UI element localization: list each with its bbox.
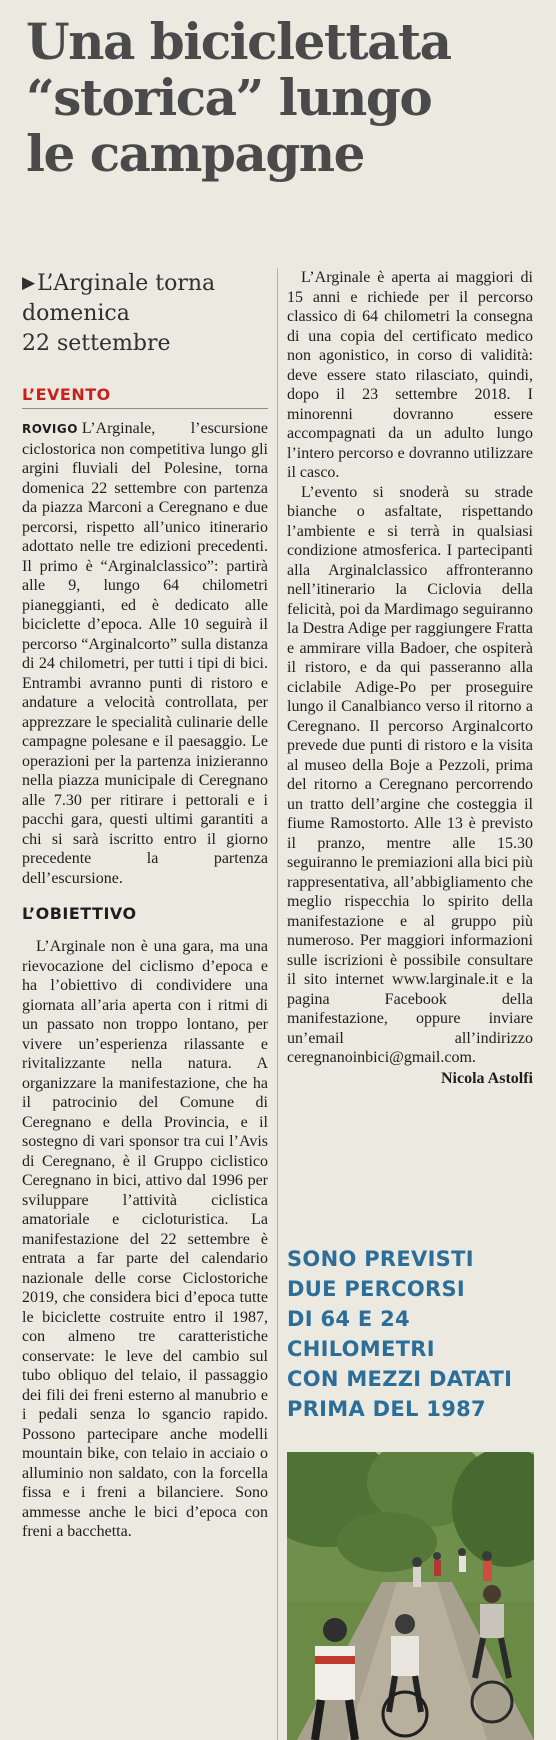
article-body-continued — [287, 268, 533, 1068]
byline: Nicola Astolfi — [441, 1069, 533, 1087]
section-label-evento: L’EVENTO — [22, 385, 268, 409]
cyclists-photo — [287, 1452, 534, 1740]
pullquote — [287, 1244, 537, 1424]
paragraph: L’Arginale, l’escursione ciclostorica non competitiva lungo gli argini fluviali del Polesine, torna domenica 22 settembre con partenza da piazza Marconi a Ceregnano e due percorsi, rispetto all’unico itinerario adottato nelle tre edizioni precedenti. Il primo è “Arginalclassico”: partirà alle 9, lungo 64 chilometri pianeggianti, ed è dedicato alle biciclette d’epoca. Alle 10 seguirà il percorso “Arginalcorto” sulla distanza di 24 chilometri, per tutti i tipi di bici. Entrambi avranno punti di ristoro e andature a velocità controllata, per apprezzare le specialità culinarie delle campagne polesane e il paesaggio. Le operazioni per la partenza inizieranno nella piazza municipale di Ceregnano alle 7.30 per ritirare i pettorali e i pacchi gara, questi ultimi garantiti a chi si sarà iscritto entro il giorno precedente la partenza dell’escursione. — [22, 420, 268, 887]
subhead-line: 22 settembre — [22, 331, 171, 356]
pullquote-line: SONO PREVISTI — [287, 1247, 474, 1271]
subhead-line: domenica — [22, 301, 130, 326]
paragraph: L’Arginale è aperta ai maggiori di 15 anni e richiede per il percorso classico di 64 chilometri la consegna di una copia del certificato medico non agonistico, in corso di validità: deve essere stato rilasciato, quindi, dopo il 23 settembre 2018. I minorenni dovranno essere accompagnati da un adulto lungo l’intero percorso e dovranno utilizzare il casco. — [287, 269, 533, 481]
headline — [26, 14, 546, 182]
subheadline — [22, 268, 268, 359]
subhead-line: L’Arginale torna — [37, 271, 216, 296]
headline-line: “storica” lungo — [26, 68, 432, 127]
pullquote-line: DI 64 E 24 — [287, 1307, 410, 1331]
pullquote-line: CON MEZZI DATATI — [287, 1367, 513, 1391]
cyclists-photo-illustration — [287, 1452, 534, 1740]
paragraph: L’Arginale non è una gara, ma una rievocazione del ciclismo d’epoca e ha l’obiettivo di condividere una giornata all’aria aperta con i ritmi di un passato non troppo lontano, per vivere un’esperienza rilassante e rivitalizzante nella natura. A organizzare la manifestazione, che ha il patrocinio del Comune di Ceregnano e della Provincia, e il sostegno di vari sponsor tra cui l’Avis di Ceregnano, è il Gruppo ciclistico Ceregnano in bici, attivo dal 1996 per sviluppare l’attività ciclistica amatoriale e cicloturistica. La manifestazione del 22 settembre è entrata a far parte del calendario nazionale delle corse Ciclostoriche 2019, che considera bici d’epoca tutte le biciclette costruite entro il 1987, con almeno tre caratteristiche conservate: le leve del cambio sul tubo obliquo del telaio, il passaggio dei fili dei freni esterno al manubrio e i pedali senza lo sgancio rapido. Possono partecipare anche modelli mountain bike, con telaio in acciaio o alluminio non saldato, con la forcella fissa e i freni a bilanciere. Sono ammesse anche le bici d’epoca con freni a bacchetta. — [22, 938, 268, 1540]
section-label-obiettivo: L’OBIETTIVO — [22, 904, 137, 923]
pullquote-line: CHILOMETRI — [287, 1337, 435, 1361]
pullquote-line: PRIMA DEL 1987 — [287, 1397, 486, 1421]
dateline: ROVIGO — [22, 422, 78, 436]
article-body-obiettivo — [22, 937, 268, 1542]
headline-line: Una biciclettata — [26, 12, 451, 71]
pullquote-line: DUE PERCORSI — [287, 1277, 466, 1301]
triangle-bullet-icon: ▶ — [22, 273, 36, 293]
left-column — [22, 268, 268, 1542]
column-divider — [277, 268, 278, 1740]
headline-line: le campagne — [26, 124, 364, 183]
right-column — [287, 268, 533, 1088]
article-body-evento — [22, 419, 268, 888]
paragraph: L’evento si snoderà su strade bianche o asfaltate, rispettando l’ambiente e si terrà in qualsiasi condizione atmosferica. I partecipanti alla Arginalclassico affronteranno nell’itinerario la Ciclovia della felicità, poi da Mardimago seguiranno la Destra Adige per raggiungere Fratta e ammirare villa Badoer, che ospiterà il ristoro, e da qui passeranno alla ciclabile Adige-Po per proseguire lungo il Canalbianco verso il ritorno a Ceregnano. Il percorso Arginalcorto prevede due punti di ristoro e la visita al museo della Boje a Pezzoli, prima del ritorno a Ceregnano percorrendo un tratto dell’argine che costeggia il fiume Ramostorto. Alle 13 è previsto il pranzo, mentre alle 15.30 seguiranno le premiazioni alla bici più rappresentativa, all’abbigliamento che meglio rispecchia lo spirito della manifestazione e al gruppo più numeroso. Per maggiori informazioni sulle iscrizioni è possibile consultare il sito internet www.larginale.it e la pagina Facebook della manifestazione, oppure inviare un’email all’indirizzo ceregnanoinbici@gmail.com. — [287, 483, 533, 1066]
